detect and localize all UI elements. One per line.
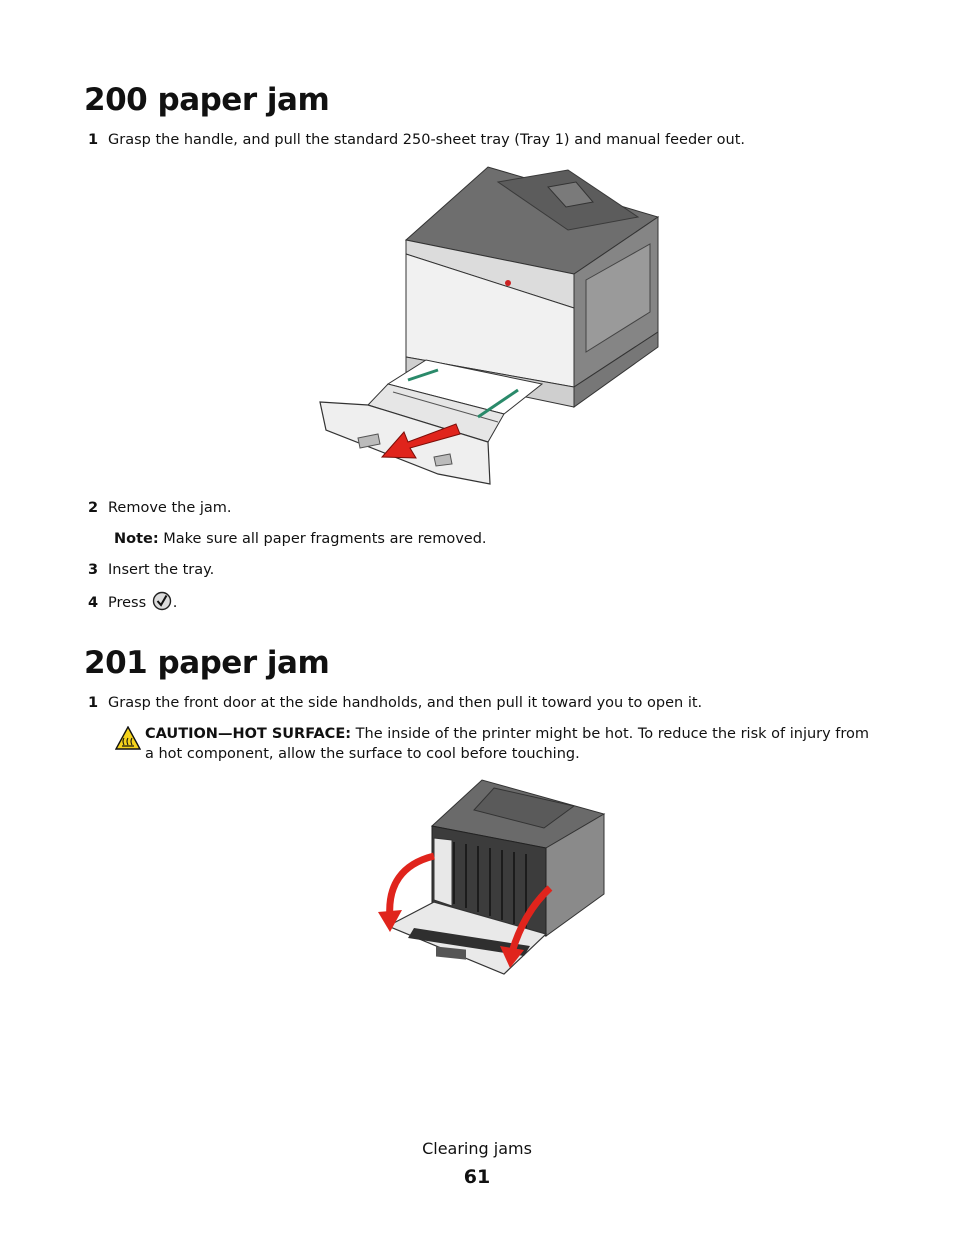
step-number: 4 — [88, 595, 99, 611]
step-201-1 — [88, 693, 702, 713]
hot-surface-warning-icon — [115, 726, 141, 750]
step-number: 2 — [88, 500, 99, 516]
step-text: Insert the tray. — [108, 562, 215, 578]
page-number: 61 — [463, 1166, 491, 1188]
note — [114, 529, 487, 549]
step-number: 1 — [88, 695, 99, 711]
step-text: Grasp the front door at the side handholds, and then pull it toward you to open it. — [108, 695, 703, 711]
step-text-after: . — [172, 595, 178, 611]
note-text: Make sure all paper fragments are removed. — [163, 531, 487, 547]
section-title-200: 200 paper jam — [84, 82, 330, 118]
step-text-before: Press — [108, 595, 147, 611]
caution-text: The inside of the printer might be hot. To reduce the risk of injury from a hot component, allow the surface to cool before touching. — [145, 726, 870, 762]
footer-chapter-title: Clearing jams — [422, 1139, 532, 1158]
step-200-4 — [88, 591, 177, 613]
step-text: Remove the jam. — [108, 500, 232, 516]
section-title-201: 201 paper jam — [84, 645, 330, 681]
step-200-2 — [88, 498, 232, 518]
select-checkmark-icon — [152, 591, 172, 611]
caution-block — [145, 724, 875, 764]
printer-tray-pulled-out-illustration — [318, 162, 662, 488]
caution-label: CAUTION—HOT SURFACE: — [145, 726, 352, 742]
note-label: Note: — [114, 531, 159, 547]
step-200-1 — [88, 130, 745, 150]
step-200-3 — [88, 560, 214, 580]
step-number: 1 — [88, 132, 99, 148]
step-text: Grasp the handle, and pull the standard 250-sheet tray (Tray 1) and manual feeder out. — [108, 132, 745, 148]
step-number: 3 — [88, 562, 99, 578]
printer-front-door-open-illustration — [374, 776, 606, 978]
